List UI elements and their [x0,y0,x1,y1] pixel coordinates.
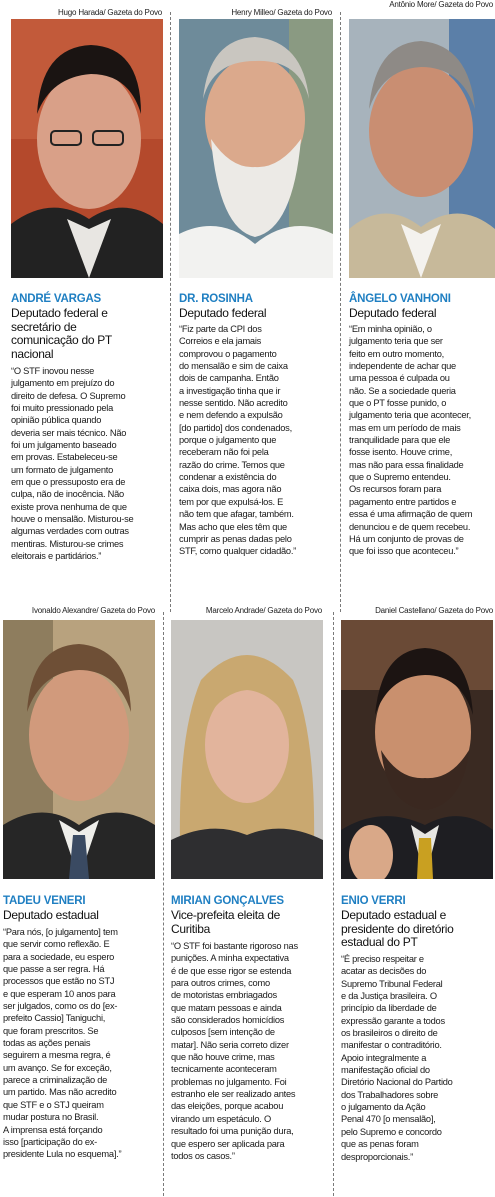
portrait-photo [341,620,493,879]
person-quote: “O STF foi bastante rigoroso nas punições. A minha expectativa é de que esse rigor se estenda para outros crimes, como de motoristas embriagados que matam pessoas e ainda são considerados homicídios culposos [sem intenção de matar]. Não seria correto dizer que não houve crime, mas tecnicamente aconteceram problemas no julgamento. Foi estranho ele ser realizado antes das eleições, porque acabou virando um espetáculo. O resultado foi uma punição dura, que espero ser aplicada para todos os casos.” [171,941,298,1161]
photo-credit: Antônio More/ Gazeta do Povo [389,0,493,9]
person-role: Deputado federal e secretário de comunicação do PT nacional [11,306,112,361]
person-name: DR. ROSINHA [179,293,253,305]
person-quote: “Fiz parte da CPI dos Correios e ela jamais comprovou o pagamento do mensalão e sim de caixa dois de campanha. Então a investigação tinha que ir nesse sentido. Não acredito e nem defendo a expulsão [do partido] dos condenados, porque o julgamento que receberam não foi pela razão do crime. Temos que condenar a existência do caixa dois, mas agora não tem por que expulsá-los. E não tem que afagar, também. Mas acho que eles têm que cumprir as penas dadas pelo STF, como qualquer cidadão.” [179,324,297,557]
person-name: MIRIAN GONÇALVES [171,895,284,907]
photo-credit: Marcelo Andrade/ Gazeta do Povo [205,606,322,615]
portrait-photo [179,19,333,278]
portrait-photo [11,19,163,278]
portrait-photo [3,620,155,879]
column-separator [340,12,341,612]
photo-credit: Henry Milleo/ Gazeta do Povo [231,8,332,17]
person-role: Deputado estadual e presidente do diretório estadual do PT [341,908,454,949]
person-quote: “Para nós, [o julgamento] tem que servir como reflexão. E para a sociedade, eu espero que passe a ser regra. Há processos que estão no STJ e que esperam 10 anos para ser julgados, como os do [ex- prefeito Cassio] Taniguchi, que foram prescritos. Se todas as ações penais seguirem a mesma regra, é um avanço. Se for exceção, parece a criminalização de um partido. Mas não acredito que STF e o STJ queiram mudar postura no Brasil. A imprensa está forçando isso [participação do ex- presidente Lula no esquema].” [3,927,122,1160]
person-role: Deputado federal [179,306,267,320]
person-name: ENIO VERRI [341,895,406,907]
photo-credit: Ivonaldo Alexandre/ Gazeta do Povo [31,606,155,615]
column-separator [333,612,334,1196]
person-name: TADEU VENERI [3,895,86,907]
person-name: ANDRÉ VARGAS [11,293,102,305]
photo-credit: Daniel Castellano/ Gazeta do Povo [375,606,493,615]
photo-credit: Hugo Harada/ Gazeta do Povo [57,8,162,17]
person-quote: “Em minha opinião, o julgamento teria que ser feito em outro momento, independente de achar que uma pessoa é culpada ou não. Se a sociedade queria que o PT fosse punido, o julgamento teria que acontecer, mas em um período de mais tranquilidade para que ele fosse isento. Houve crime, mas não para essa finalidade que o Supremo entendeu. Os recursos foram para pagamento entre partidos e essa é uma afirmação de quem denunciou e de quem recebeu. Há um conjunto de provas de que foi isso que aconteceu.” [349,324,473,557]
person-quote: “O STF inovou nesse julgamento em prejuízo do direito de defesa. O Supremo foi muito pressionado pela opinião pública quando deveria ser mais técnico. Não foi um julgamento baseado em provas. Estabeleceu-se um formato de julgamento em que o pressuposto era de culpa, não de inocência. Não existe prova nenhuma de que houve o mensalão. Misturou-se algumas verdades com outras mentiras. Misturou-se crimes eleitorais e partidários.” [11,366,134,562]
portrait-photo [349,19,495,278]
person-quote: “É preciso respeitar e acatar as decisões do Supremo Tribunal Federal e da Justiça brasileira. O princípio da liberdade de expressão garante a todos os brasileiros o direito de manifestar o contraditório. Apoio integralmente a manifestação oficial do Diretório Nacional do Partido dos Trabalhadores sobre o julgamento da Ação Penal 470 [o mensalão], pelo Supremo e concordo que as penas foram desproporcionais.” [341,954,453,1162]
column-separator [163,612,164,1196]
person-role: Vice-prefeita eleita de Curitiba [171,908,280,936]
person-role: Deputado estadual [3,908,99,922]
portrait-photo [171,620,323,879]
person-name: ÂNGELO VANHONI [349,293,451,305]
person-role: Deputado federal [349,306,437,320]
